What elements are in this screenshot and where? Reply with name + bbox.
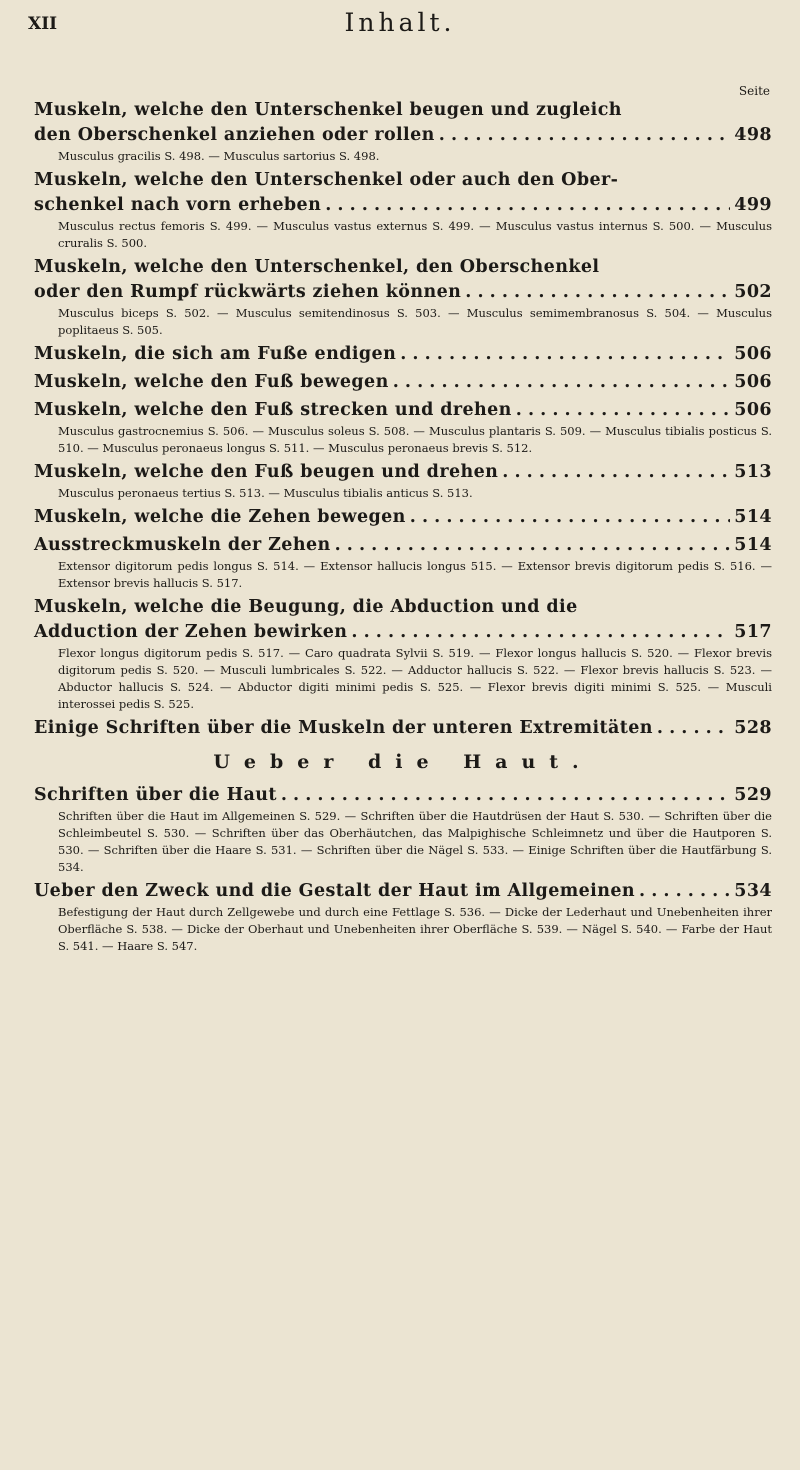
entry-subtopics: Extensor digitorum pedis longus S. 514. — Extensor hallucis longus 515. — Extensor brevis digitorum pedis S. 516. — Extensor brevis hallucis S. 517. bbox=[58, 559, 772, 590]
entry-title-line: Ausstreckmuskeln der Zehen bbox=[34, 535, 331, 555]
entry-subtopics: Schriften über die Haut im Allgemeinen S. 529. — Schriften über die Hautdrüsen der Haut S. 530. — Schriften über die Schleimbeutel S. 530. — Schriften über das Oberhäutchen, das Malpighische Schleimnetz und über die Hautporen S. 530. — Schriften über die Haare S. 531. — Schriften über die Nägel S. 533. — Einige Schriften über die Hautfärbung S. 534. bbox=[58, 809, 772, 874]
toc-list-skin bbox=[34, 783, 772, 955]
entry-title-row bbox=[34, 783, 772, 808]
table-of-contents bbox=[34, 98, 772, 958]
dot-leader bbox=[439, 123, 731, 148]
toc-entry bbox=[34, 533, 772, 592]
toc-entry bbox=[34, 460, 772, 502]
toc-entry bbox=[34, 98, 772, 165]
dot-leader bbox=[639, 879, 730, 904]
dot-leader bbox=[335, 533, 731, 558]
entry-page-number: 513 bbox=[734, 462, 772, 482]
entry-title-line: Ueber den Zweck und die Gestalt der Haut im Allgemeinen bbox=[34, 881, 636, 901]
entry-title-line: Muskeln, welche den Unterschenkel, den Oberschenkel bbox=[34, 257, 600, 277]
toc-entry bbox=[34, 370, 772, 395]
entry-title-row bbox=[34, 533, 772, 558]
dot-leader bbox=[465, 280, 730, 305]
toc-entry bbox=[34, 342, 772, 367]
entry-subtopics: Flexor longus digitorum pedis S. 517. — Caro quadrata Sylvii S. 519. — Flexor longus hallucis S. 520. — Flexor brevis digitorum pedis S. 520. — Musculi lumbricales S. 522. — Adductor hallucis S. 522. — Flexor brevis hallucis S. 523. — Abductor hallucis S. 524. — Abductor digiti minimi pedis S. 525. — Flexor brevis digiti minimi S. 525. — Musculi interossei pedis S. 525. bbox=[58, 646, 772, 711]
toc-entry bbox=[34, 595, 772, 713]
entry-subtopics: Musculus gastrocnemius S. 506. — Musculus soleus S. 508. — Musculus plantaris S. 509. — Musculus tibialis posticus S. 510. — Musculus peronaeus longus S. 511. — Musculus peronaeus brevis S. 512. bbox=[58, 424, 772, 455]
entry-title-row bbox=[34, 280, 772, 305]
entry-title-line: Einige Schriften über die Muskeln der unteren Extremitäten bbox=[34, 718, 653, 738]
entry-subtopics: Musculus rectus femoris S. 499. — Musculus vastus externus S. 499. — Musculus vastus internus S. 500. — Musculus cruralis S. 500. bbox=[58, 219, 772, 250]
section-heading: Ueber die Haut. bbox=[213, 751, 593, 773]
entry-subtopics: Befestigung der Haut durch Zellgewebe und durch eine Fettlage S. 536. — Dicke der Lederhaut und Unebenheiten ihrer Oberfläche S. 538. — Dicke der Oberhaut und Unebenheiten ihrer Oberfläche S. 539. — Nägel S. 540. — Farbe der Haut S. 541. — Haare S. 547. bbox=[58, 905, 772, 953]
entry-page-number: 506 bbox=[734, 400, 772, 420]
toc-entry bbox=[34, 505, 772, 530]
toc-entry bbox=[34, 783, 772, 876]
entry-title-row bbox=[34, 342, 772, 367]
entry-title-row bbox=[34, 398, 772, 423]
entry-title-line: Schriften über die Haut bbox=[34, 785, 277, 805]
entry-title-line: Adduction der Zehen bewirken bbox=[34, 622, 348, 642]
entry-title-row bbox=[34, 123, 772, 148]
dot-leader bbox=[400, 342, 730, 367]
entry-subtopics: Musculus biceps S. 502. — Musculus semitendinosus S. 503. — Musculus semimembranosus S. 504. — Musculus poplitaeus S. 505. bbox=[58, 306, 772, 337]
page-column-label: Seite bbox=[738, 84, 770, 98]
dot-leader bbox=[393, 370, 731, 395]
entry-title-line: Muskeln, welche den Fuß beugen und drehen bbox=[34, 462, 499, 482]
toc-entry bbox=[34, 716, 772, 741]
entry-subtopics: Musculus peronaeus tertius S. 513. — Musculus tibialis anticus S. 513. bbox=[58, 486, 473, 500]
dot-leader bbox=[516, 398, 730, 423]
dot-leader bbox=[325, 193, 730, 218]
toc-entry bbox=[34, 255, 772, 339]
entry-page-number: 514 bbox=[734, 535, 772, 555]
entry-page-number: 499 bbox=[734, 195, 772, 215]
entry-title-line: Muskeln, welche den Fuß strecken und drehen bbox=[34, 400, 512, 420]
toc-list-muscles bbox=[34, 98, 772, 741]
entry-title-line: schenkel nach vorn erheben bbox=[34, 195, 322, 215]
entry-subtopics: Musculus gracilis S. 498. — Musculus sartorius S. 498. bbox=[58, 149, 380, 163]
entry-page-number: 529 bbox=[734, 785, 772, 805]
entry-page-number: 506 bbox=[734, 344, 772, 364]
entry-title-row bbox=[34, 620, 772, 645]
entry-title-line: Muskeln, welche die Zehen bewegen bbox=[34, 507, 406, 527]
entry-title-line: Muskeln, welche den Unterschenkel beugen und zugleich bbox=[34, 100, 622, 120]
entry-title-line: Muskeln, die sich am Fuße endigen bbox=[34, 344, 397, 364]
entry-title-row bbox=[34, 716, 772, 741]
entry-title-line: oder den Rumpf rückwärts ziehen können bbox=[34, 282, 462, 302]
entry-title-line: den Oberschenkel anziehen oder rollen bbox=[34, 125, 435, 145]
running-title: Inhalt. bbox=[344, 8, 456, 37]
dot-leader bbox=[351, 620, 730, 645]
entry-title-line: Muskeln, welche die Beugung, die Abduction und die bbox=[34, 597, 578, 617]
page-number: XII bbox=[28, 14, 58, 34]
entry-page-number: 506 bbox=[734, 372, 772, 392]
toc-entry bbox=[34, 879, 772, 955]
dot-leader bbox=[410, 505, 730, 530]
dot-leader bbox=[657, 716, 730, 741]
entry-title-row bbox=[34, 505, 772, 530]
entry-page-number: 528 bbox=[734, 718, 772, 738]
entry-page-number: 514 bbox=[734, 507, 772, 527]
entry-title-line: Muskeln, welche den Unterschenkel oder auch den Ober- bbox=[34, 170, 619, 190]
toc-entry bbox=[34, 168, 772, 252]
entry-title-line: Muskeln, welche den Fuß bewegen bbox=[34, 372, 389, 392]
entry-page-number: 498 bbox=[734, 125, 772, 145]
entry-title-row bbox=[34, 879, 772, 904]
dot-leader bbox=[502, 460, 730, 485]
entry-title-row bbox=[34, 460, 772, 485]
dot-leader bbox=[281, 783, 730, 808]
entry-page-number: 502 bbox=[734, 282, 772, 302]
page-header bbox=[28, 8, 772, 48]
toc-entry bbox=[34, 398, 772, 457]
entry-page-number: 534 bbox=[734, 881, 772, 901]
entry-title-row bbox=[34, 193, 772, 218]
entry-title-row bbox=[34, 370, 772, 395]
entry-page-number: 517 bbox=[734, 622, 772, 642]
